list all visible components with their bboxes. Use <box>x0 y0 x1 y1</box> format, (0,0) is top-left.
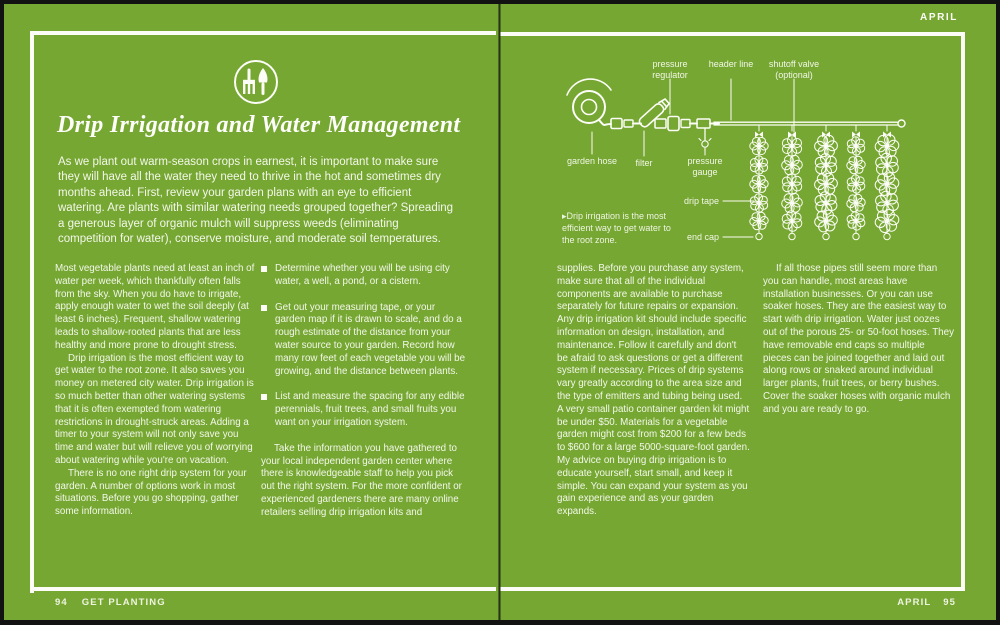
bullet-text: Determine whether you will be using city water, a well, a pond, or a cistern. <box>275 263 450 287</box>
frame-right-bottom <box>500 587 964 591</box>
right-page-column-1 <box>557 263 750 519</box>
frame-right-top <box>500 32 964 36</box>
chapter-title: Drip Irrigation and Water Management <box>57 112 461 138</box>
bullet-marker <box>261 266 267 272</box>
body-paragraph: Take the information you have gathered to your local independent garden center where there is knowledgeable staff to help you pick out the right system. For the more confident or experienced gardeners there are many online retailers selling drip irrigation kits and <box>261 442 462 518</box>
page-footer-right <box>824 597 956 608</box>
page-footer-left <box>55 597 166 608</box>
intro-paragraph: As we plant out warm-season crops in earnest, it is important to make sure they will have all the water they need to thrive in the hot and sometimes dry months ahead. First, review your garden plans with an eye to efficient watering. Are plants with similar watering needs grouped together? Spreading a generous layer of organic mulch will suppress weeds (eliminating competition for water), conserve moisture, and moderate soil temperatures. <box>58 156 454 246</box>
bullet-item <box>261 391 467 429</box>
page-number: 94 <box>55 597 68 608</box>
bullet-text: Get out your measuring tape, or your garden map if it is drawn to scale, and do a rough estimate of the distance from your water source to your garden. Record how many row feet of each vegetable you will be growing, and the distance between plants. <box>275 301 466 377</box>
body-paragraph: supplies. Before you purchase any system, make sure that all of the individual components are available to purchase separately for future repairs or expansion. Any drip irrigation kit should include specific information on design, installation, and maintenance. Follow it carefully and don't be afraid to ask questions or get a different system if necessary. Prices of drip systems vary greatly according to the area size and the type of emitters and tubing being used. A very small patio container garden kit might be under $50. Materials for a vegetable garden might cost from $200 for a few beds to $600 for a large 5000-square-foot garden. My advice on buying drip irrigation is to educate yourself, start small, and keep it simple. You can expand your system as you gain experience and as your garden expands. <box>557 263 750 518</box>
book-spread <box>4 4 996 620</box>
body-paragraph: If all those pipes still seem more than you can handle, most areas have installation businesses. Or you can use soaker hoses. They are the easiest way to start with drip irrigation. Water just oozes out of the porous 25- or 50-foot hoses. They have removable end caps so multiple pieces can be joined together and laid out along rows or snaked around individual larger plants, fruit trees, or berry bushes. Cover the soaker hoses with organic mulch and you are ready to go. <box>763 263 954 415</box>
diagram-label-pressure-regulator: pressure regulator <box>652 59 688 80</box>
frame-left-side <box>30 31 34 593</box>
page-gutter <box>498 4 501 620</box>
diagram-label-pressure-gauge: pressure gauge <box>687 156 723 177</box>
bullet-item <box>261 263 467 289</box>
diagram-caption: ▸Drip irrigation is the most efficient way to get water to the root zone. <box>562 211 671 245</box>
section-header: APRIL <box>920 12 958 23</box>
diagram-label-filter: filter <box>635 158 653 168</box>
diagram-label-header-line: header line <box>708 59 754 69</box>
footer-section: APRIL <box>897 597 932 608</box>
right-page-column-2 <box>763 263 955 417</box>
diagram-label-garden-hose: garden hose <box>566 156 618 166</box>
bullet-text: List and measure the spacing for any edible perennials, fruit trees, and small fruits you want on your irrigation system. <box>275 391 465 428</box>
left-page-column-2 <box>261 263 467 520</box>
frame-left-top <box>30 31 496 35</box>
left-page-column-1 <box>55 263 256 519</box>
footer-section: GET PLANTING <box>81 597 166 608</box>
page-number: 95 <box>943 597 956 608</box>
fork-and-trowel-icon <box>232 58 280 106</box>
body-paragraph: Most vegetable plants need at least an inch of water per week, which thankfully often falls from the sky. When you do have to irrigate, apply enough water to wet the soil deeply (at least 6 inches). Frequent, shallow watering leads to shallow-rooted plants that are less healthy and more prone to drought stress. <box>55 263 255 351</box>
body-paragraph: Drip irrigation is the most efficient way to get water to the root zone. It also saves you money on metered city water. Drip irrigation is so much better than other watering systems that it is often exempted from watering restrictions in drought-struck areas. Adding a timer to your system will not only save you time and water but will relieve you of worrying about watering while you're on vacation. <box>55 352 254 466</box>
body-paragraph: There is no one right drip system for your garden. A number of options work in most situations. Before you go shopping, gather some information. <box>55 467 247 518</box>
bullet-marker <box>261 305 267 311</box>
bullet-item <box>261 302 467 379</box>
frame-left-bottom <box>30 587 496 591</box>
bullet-marker <box>261 394 267 400</box>
diagram-label-shutoff-valve: shutoff valve (optional) <box>768 59 820 80</box>
diagram-label-end-cap: end cap <box>686 232 719 242</box>
diagram-label-drip-tape: drip tape <box>683 196 719 206</box>
